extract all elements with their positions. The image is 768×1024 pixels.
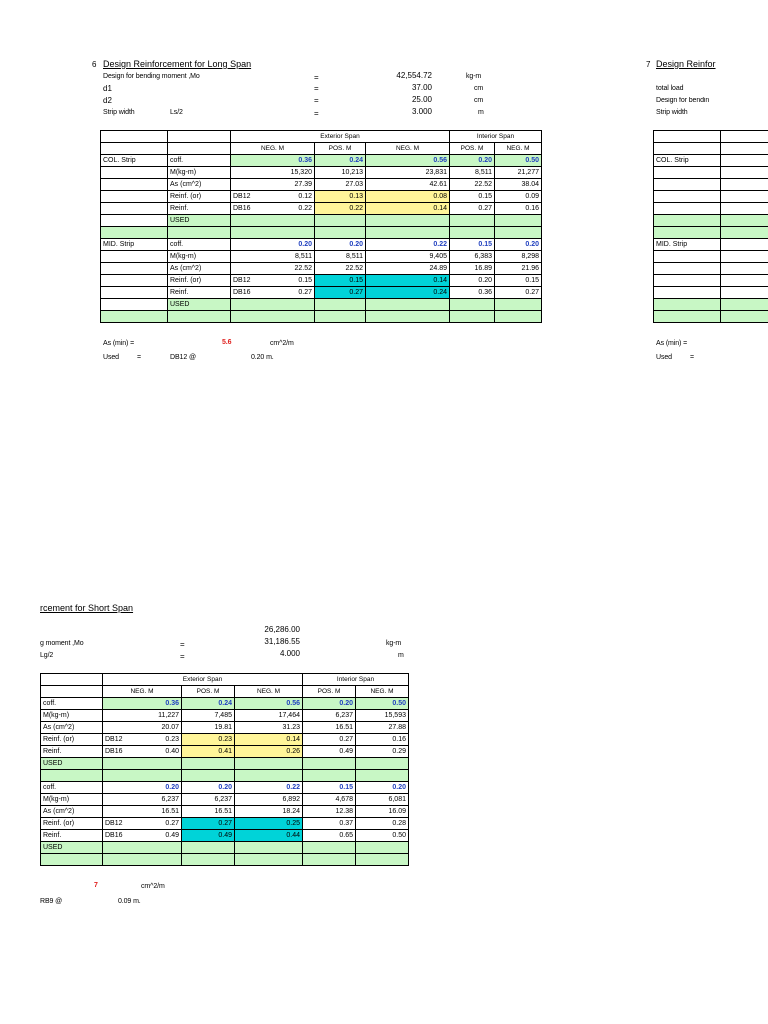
- cell: 0.15: [315, 275, 366, 287]
- cell: 15,593: [356, 710, 409, 722]
- cell: 0.08: [366, 191, 450, 203]
- cell: 0.20: [103, 782, 182, 794]
- cell: 27.88: [356, 722, 409, 734]
- cell: 0.24: [366, 287, 450, 299]
- header-exterior-span: Exterior Span: [103, 674, 303, 686]
- cell: 0.36: [103, 698, 182, 710]
- cell: 0.27: [495, 287, 542, 299]
- asmin-label: As (min) =: [103, 340, 135, 347]
- cell: 8,511: [450, 167, 495, 179]
- used-spacing: 0.20 m.: [251, 354, 274, 361]
- cell: 10,213: [315, 167, 366, 179]
- row-label: coff.: [168, 155, 231, 167]
- row-label: USED: [41, 842, 103, 854]
- bar-size: DB16 0.27: [231, 287, 315, 299]
- cell: 6,237: [103, 794, 182, 806]
- cell: 0.28: [356, 818, 409, 830]
- cell: 6,237: [182, 794, 235, 806]
- used-eq: =: [690, 354, 694, 361]
- cell: 0.14: [235, 734, 303, 746]
- cell: 0.24: [315, 155, 366, 167]
- cell: 9,405: [366, 251, 450, 263]
- param-unit: m: [398, 652, 404, 659]
- cell: 7,485: [182, 710, 235, 722]
- short-span-title: rcement for Short Span: [40, 603, 134, 613]
- param-label: Design for bendin: [656, 97, 710, 104]
- cell: 16.51: [182, 806, 235, 818]
- cell: 0.14: [366, 275, 450, 287]
- section6-number: 6: [92, 60, 97, 69]
- param-unit: m: [478, 109, 484, 116]
- table-row: [101, 155, 542, 167]
- param-label: Lg/2: [40, 652, 54, 659]
- cell: 0.27: [182, 818, 235, 830]
- cell: 6,383: [450, 251, 495, 263]
- bar-size: DB12 0.27: [103, 818, 182, 830]
- header-interior-span: Interior Span: [450, 131, 542, 143]
- table-row: [41, 698, 409, 710]
- cell: 0.20: [303, 698, 356, 710]
- table-row: [101, 203, 542, 215]
- cell: 16.51: [303, 722, 356, 734]
- param-label: d2: [103, 96, 112, 105]
- cell: 6,892: [235, 794, 303, 806]
- param-label: Strip width: [656, 109, 688, 116]
- asmin-unit: cm^2/m: [270, 340, 294, 347]
- used-bar: RB9 @: [40, 898, 63, 905]
- bar-size: DB16 0.22: [231, 203, 315, 215]
- cell: 0.27: [450, 203, 495, 215]
- row-label: As (cm^2): [168, 263, 231, 275]
- bar-size: DB16 0.49: [103, 830, 182, 842]
- table-row: [654, 155, 768, 167]
- cell: 6,081: [356, 794, 409, 806]
- param-unit: kg-m: [466, 73, 482, 80]
- long-span-table: [100, 130, 542, 323]
- row-label: USED: [41, 758, 103, 770]
- used-eq: =: [137, 354, 141, 361]
- param-eq: =: [180, 640, 185, 649]
- cell: 19.81: [182, 722, 235, 734]
- table-row: [101, 287, 542, 299]
- asmin-unit: cm^2/m: [141, 883, 165, 890]
- cell: 17,464: [235, 710, 303, 722]
- cell: 0.49: [303, 746, 356, 758]
- param-unit: cm: [474, 97, 484, 104]
- row-label: Reinf.: [168, 287, 231, 299]
- strip-label: MID. Strip: [654, 239, 721, 251]
- param-value: 25.00: [411, 95, 432, 104]
- cell: 21,277: [495, 167, 542, 179]
- table-row: [101, 263, 542, 275]
- col-header: POS. M: [303, 686, 356, 698]
- cell: 22.52: [231, 263, 315, 275]
- col-header: NEG. M: [356, 686, 409, 698]
- cell: 0.20: [231, 239, 315, 251]
- param-eq: =: [314, 109, 319, 118]
- cell: 0.16: [495, 203, 542, 215]
- param-value: 42,554.72: [396, 71, 432, 80]
- cell: 18.24: [235, 806, 303, 818]
- used-bar: DB12 @: [170, 354, 196, 361]
- row-label: As (cm^2): [41, 806, 103, 818]
- cell: 0.26: [235, 746, 303, 758]
- param-value: 3.000: [411, 107, 432, 116]
- col-header: NEG. M: [103, 686, 182, 698]
- cell: 0.27: [315, 287, 366, 299]
- col-header: NEG. M: [235, 686, 303, 698]
- table-row: [41, 734, 409, 746]
- cell: 8,298: [495, 251, 542, 263]
- cell: 0.24: [182, 698, 235, 710]
- col-header: POS. M: [315, 143, 366, 155]
- cell: 22.52: [315, 263, 366, 275]
- cell: 0.20: [450, 275, 495, 287]
- section7-title: Design Reinfor: [656, 59, 716, 69]
- cell: 0.36: [450, 287, 495, 299]
- cell: 8,511: [231, 251, 315, 263]
- cell: 0.65: [303, 830, 356, 842]
- cell: 0.20: [495, 239, 542, 251]
- cell: 0.50: [495, 155, 542, 167]
- param-eq: =: [314, 84, 319, 93]
- header-interior-span: Interior Span: [303, 674, 409, 686]
- cell: 31.23: [235, 722, 303, 734]
- param-label: total load: [656, 85, 684, 92]
- col-header: NEG. M: [495, 143, 542, 155]
- param-value: 26,286.00: [264, 625, 300, 634]
- param-label: d1: [103, 84, 112, 93]
- table-row: [101, 179, 542, 191]
- cell: 0.20: [450, 155, 495, 167]
- table-row: [101, 251, 542, 263]
- used-label: Used: [103, 354, 119, 361]
- param-label: Strip width: [103, 109, 135, 116]
- cell: 27.39: [231, 179, 315, 191]
- row-label: As (cm^2): [168, 179, 231, 191]
- cell: 0.44: [235, 830, 303, 842]
- cell: 0.15: [450, 239, 495, 251]
- table-row: [654, 239, 768, 251]
- bar-size: DB16 0.40: [103, 746, 182, 758]
- cell: 8,511: [315, 251, 366, 263]
- cell: 0.20: [182, 782, 235, 794]
- col-header: POS. M: [450, 143, 495, 155]
- cell: 0.25: [235, 818, 303, 830]
- asmin-value: 5.6: [222, 339, 232, 346]
- row-label: M(kg-m): [41, 794, 103, 806]
- col-header: NEG. M: [366, 143, 450, 155]
- row-label: coff.: [41, 782, 103, 794]
- table-row: [41, 794, 409, 806]
- section7-number: 7: [646, 60, 651, 69]
- row-label: M(kg-m): [168, 251, 231, 263]
- table-row: [41, 854, 409, 866]
- cell: 0.41: [182, 746, 235, 758]
- param-value: 37.00: [411, 83, 432, 92]
- row-label: USED: [168, 299, 231, 311]
- bar-size: DB12 0.15: [231, 275, 315, 287]
- table-row: [41, 746, 409, 758]
- cell: 0.29: [356, 746, 409, 758]
- strip-label: COL. Strip: [101, 155, 168, 167]
- asmin-value: 7: [94, 882, 98, 889]
- table-row: [41, 758, 409, 770]
- used-spacing: 0.09 m.: [118, 898, 141, 905]
- cell: 27.03: [315, 179, 366, 191]
- param-unit: kg-m: [386, 640, 402, 647]
- cell: 0.49: [182, 830, 235, 842]
- cell: 0.56: [366, 155, 450, 167]
- cell: 0.50: [356, 698, 409, 710]
- cell: 0.16: [356, 734, 409, 746]
- row-label: Reinf.: [168, 203, 231, 215]
- cell: 15,320: [231, 167, 315, 179]
- section7-table: [653, 130, 768, 324]
- table-row: [41, 830, 409, 842]
- col-header: POS. M: [182, 686, 235, 698]
- asmin-label: As (min) =: [656, 340, 688, 347]
- table-row: [41, 722, 409, 734]
- table-row: [101, 191, 542, 203]
- table-row: [101, 215, 542, 227]
- row-label: Reinf. (or): [41, 734, 103, 746]
- param-eq: =: [180, 652, 185, 661]
- cell: 0.27: [303, 734, 356, 746]
- col-header: NEG. M: [231, 143, 315, 155]
- short-span-table: [40, 673, 409, 866]
- cell: 24.89: [366, 263, 450, 275]
- cell: 0.14: [366, 203, 450, 215]
- cell: 0.09: [495, 191, 542, 203]
- table-row: [41, 710, 409, 722]
- cell: 0.37: [303, 818, 356, 830]
- cell: 0.20: [356, 782, 409, 794]
- cell: 11,227: [103, 710, 182, 722]
- cell: 0.23: [182, 734, 235, 746]
- cell: 0.15: [450, 191, 495, 203]
- table-row: [41, 818, 409, 830]
- cell: 0.50: [356, 830, 409, 842]
- param-value: 4.000: [279, 649, 300, 658]
- cell: 22.52: [450, 179, 495, 191]
- cell: 20.07: [103, 722, 182, 734]
- cell: 42.61: [366, 179, 450, 191]
- cell: 4,678: [303, 794, 356, 806]
- cell: 0.13: [315, 191, 366, 203]
- row-label: Reinf. (or): [41, 818, 103, 830]
- bar-size: DB12 0.23: [103, 734, 182, 746]
- strip-label: COL. Strip: [654, 155, 721, 167]
- cell: 16.51: [103, 806, 182, 818]
- param-sub: Ls/2: [170, 109, 183, 116]
- row-label: Reinf.: [41, 830, 103, 842]
- row-label: USED: [168, 215, 231, 227]
- used-label: Used: [656, 354, 672, 361]
- table-row: [41, 770, 409, 782]
- row-label: coff.: [168, 239, 231, 251]
- param-value: 31,186.55: [264, 637, 300, 646]
- table-row: [41, 782, 409, 794]
- table-row: [101, 311, 542, 323]
- row-label: As (cm^2): [41, 722, 103, 734]
- bar-size: DB12 0.12: [231, 191, 315, 203]
- row-label: Reinf.: [41, 746, 103, 758]
- cell: 0.22: [315, 203, 366, 215]
- header-exterior-span: Exterior Span: [231, 131, 450, 143]
- param-label: Design for bending moment ,Mo: [103, 73, 200, 80]
- table-row: [41, 842, 409, 854]
- cell: 6,237: [303, 710, 356, 722]
- param-label: g moment ,Mo: [40, 640, 84, 647]
- cell: 0.22: [235, 782, 303, 794]
- cell: 16.89: [450, 263, 495, 275]
- row-label: Reinf. (or): [168, 275, 231, 287]
- param-eq: =: [314, 96, 319, 105]
- table-row: [101, 299, 542, 311]
- cell: 16.09: [356, 806, 409, 818]
- row-label: Reinf. (or): [168, 191, 231, 203]
- section6-title: Design Reinforcement for Long Span: [103, 59, 252, 69]
- cell: 21.96: [495, 263, 542, 275]
- strip-label: MID. Strip: [101, 239, 168, 251]
- cell: 0.36: [231, 155, 315, 167]
- cell: 0.15: [495, 275, 542, 287]
- cell: 0.56: [235, 698, 303, 710]
- row-label: M(kg-m): [41, 710, 103, 722]
- cell: 0.15: [303, 782, 356, 794]
- table-row: [101, 275, 542, 287]
- row-label: M(kg-m): [168, 167, 231, 179]
- param-eq: =: [314, 73, 319, 82]
- table-row: [101, 167, 542, 179]
- cell: 0.20: [315, 239, 366, 251]
- cell: 0.22: [366, 239, 450, 251]
- table-row: [41, 806, 409, 818]
- cell: 23,831: [366, 167, 450, 179]
- param-unit: cm: [474, 85, 484, 92]
- table-row: [101, 227, 542, 239]
- row-label: coff.: [41, 698, 103, 710]
- cell: 38.04: [495, 179, 542, 191]
- table-row: [101, 239, 542, 251]
- cell: 12.38: [303, 806, 356, 818]
